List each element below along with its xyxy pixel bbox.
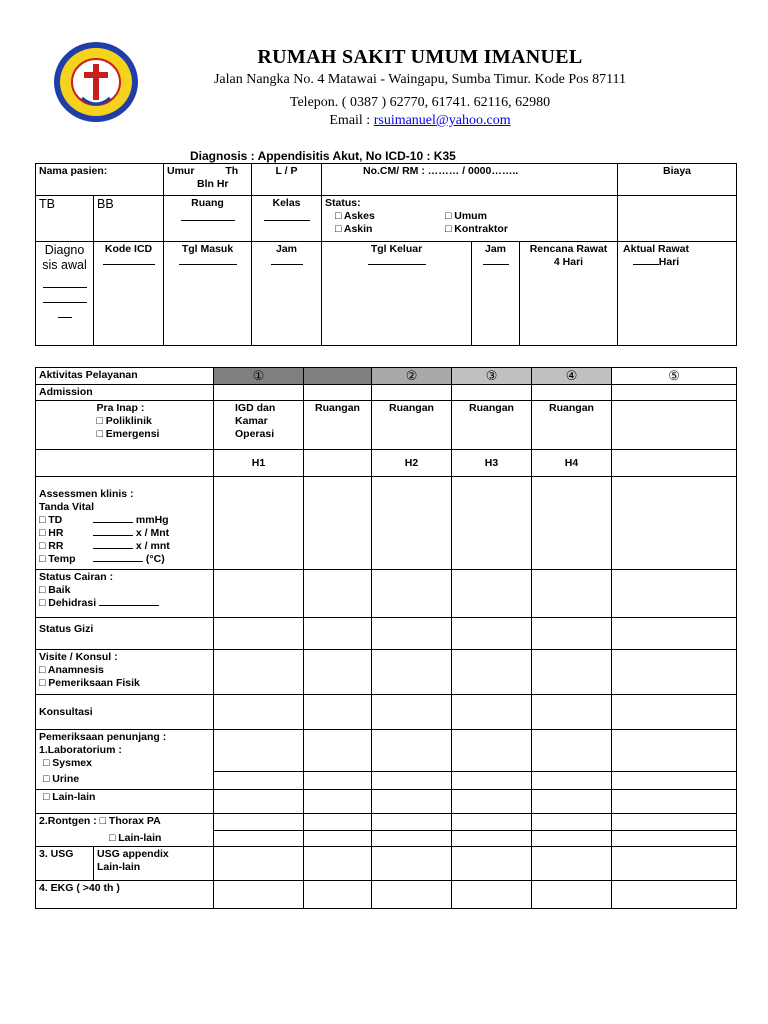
circle-5: ⑤ [612,368,737,385]
day-h2: H2 [372,450,452,477]
pra-inap-cell [94,401,214,450]
status-cell [322,196,618,242]
bln-hr-label: Bln Hr [197,178,229,190]
urine-checkbox[interactable]: □ Urine [36,772,214,790]
igd-label: IGD dan Kamar Operasi [214,401,304,450]
ruangan-3: Ruangan [452,401,532,450]
kelas-cell [252,196,322,242]
poliklinik-checkbox[interactable]: □ Poliklinik [96,415,152,427]
rontgen-label: 2.Rontgen : □ Thorax PA [36,814,214,831]
visite-label: Visite / Konsul : [39,651,118,663]
email-label: Email : [329,113,374,128]
th-label: Th [225,165,239,177]
jam-cell [252,242,322,346]
anamnesis-checkbox[interactable]: □ Anamnesis [39,664,104,676]
status-cairan-label: Status Cairan : [39,571,114,583]
admission-label: Admission [36,385,214,401]
pemeriksaan-fisik-checkbox[interactable]: □ Pemeriksaan Fisik [39,677,140,689]
kontraktor-checkbox[interactable]: □ Kontraktor [445,223,508,235]
circle-1: ① [214,368,304,385]
visite-cell [36,650,214,695]
aktual-hari-label: Hari [658,256,680,268]
assessmen-cell [36,477,214,570]
bb-label: BB [94,196,164,242]
biaya-label: Biaya [618,164,737,196]
konsultasi-label: Konsultasi [36,695,214,730]
aktivitas-header: Aktivitas Pelayanan [36,368,214,385]
tanda-vital-label: Tanda Vital [39,501,95,513]
vital-temp: □ Temp (°C) [39,553,165,565]
vital-rr: □ RR x / mnt [39,540,170,552]
tgl-keluar-cell [322,242,472,346]
usg-appendix-label: USG appendix [97,847,169,860]
baik-checkbox[interactable]: □ Baik [39,584,71,596]
jam2-label: Jam [484,243,506,255]
pra-inap-label: Pra Inap : [96,402,145,414]
diagnosis-awal-label: Diagno sis awal [42,243,87,272]
email-link[interactable]: rsuimanuel@yahoo.com [373,113,511,128]
ekg-label: 4. EKG ( >40 th ) [36,880,214,908]
jam2-cell [472,242,520,346]
rencana-label: Rencana Rawat [529,243,608,255]
aktual-label: Aktual Rawat [623,243,689,255]
diagnosis-line: Diagnosis : Appendisitis Akut, No ICD-10 : K35 [190,149,456,163]
hospital-phone: Telepon. ( 0387 ) 62770, 61741. 62116, 62980 [289,95,551,110]
day-h4: H4 [532,450,612,477]
day-h3: H3 [452,450,532,477]
hospital-logo [52,40,140,124]
kode-icd-cell [94,242,164,346]
hospital-name: RUMAH SAKIT UMUM IMANUEL [257,46,583,68]
askes-checkbox[interactable]: □ Askes [335,210,375,222]
usg-lainlain-label: Lain-lain [97,860,141,873]
sysmex-checkbox[interactable]: □ Sysmex [43,757,92,769]
ruang-cell [164,196,252,242]
biaya-value[interactable] [618,196,737,242]
ruangan-1: Ruangan [304,401,372,450]
hospital-address: Jalan Nangka No. 4 Matawai - Waingapu, Sumba Timur. Kode Pos 87111 [213,72,627,87]
activity-table [35,367,737,909]
vital-td: □ TD mmHg [39,514,169,526]
ruang-label: Ruang [191,197,224,209]
usg-label: 3. USG [36,846,94,880]
status-gizi-label: Status Gizi [39,623,94,635]
hospital-email-line [150,113,690,129]
kelas-label: Kelas [272,197,301,209]
tgl-keluar-label: Tgl Keluar [370,243,423,255]
tgl-masuk-label: Tgl Masuk [181,243,234,255]
umur-label: Umur [167,165,195,177]
askin-checkbox[interactable]: □ Askin [335,223,373,235]
circle-blank [304,368,372,385]
nocm-label: No.CM/ RM : ……… / 0000…….. [322,164,618,196]
status-label: Status: [325,197,361,209]
kode-icd-label: Kode ICD [104,243,153,255]
assessmen-label: Assessmen klinis : [39,488,134,500]
umum-checkbox[interactable]: □ Umum [445,210,487,222]
penunjang-cell [36,730,214,772]
emergensi-checkbox[interactable]: □ Emergensi [96,428,160,440]
day-h1: H1 [214,450,304,477]
jam-label: Jam [275,243,297,255]
lp-label: L / P [252,164,322,196]
tgl-masuk-cell [164,242,252,346]
aktual-cell [618,242,737,346]
usg-cell [94,846,214,880]
tb-label: TB [36,196,94,242]
status-gizi-cell [36,618,214,650]
nama-pasien-label: Nama pasien: [36,164,164,196]
penunjang-label: Pemeriksaan penunjang : [39,731,167,743]
umur-cell [164,164,252,196]
rencana-cell [520,242,618,346]
circle-4: ④ [532,368,612,385]
lab-lainlain-checkbox[interactable]: □ Lain-lain [36,790,214,814]
circle-2: ② [372,368,452,385]
lab-label: 1.Laboratorium : [39,744,122,756]
patient-table [35,163,737,346]
ruangan-2: Ruangan [372,401,452,450]
circle-3: ③ [452,368,532,385]
diagnosis-awal-cell [36,242,94,346]
rontgen-lainlain-checkbox[interactable]: □ Lain-lain [36,831,214,847]
status-cairan-cell [36,570,214,618]
ruangan-4: Ruangan [532,401,612,450]
vital-hr: □ HR x / Mnt [39,527,170,539]
rencana-hari-label: 4 Hari [553,256,584,268]
dehidrasi-row [39,597,210,610]
dehidrasi-checkbox[interactable]: □ Dehidrasi [39,597,97,609]
